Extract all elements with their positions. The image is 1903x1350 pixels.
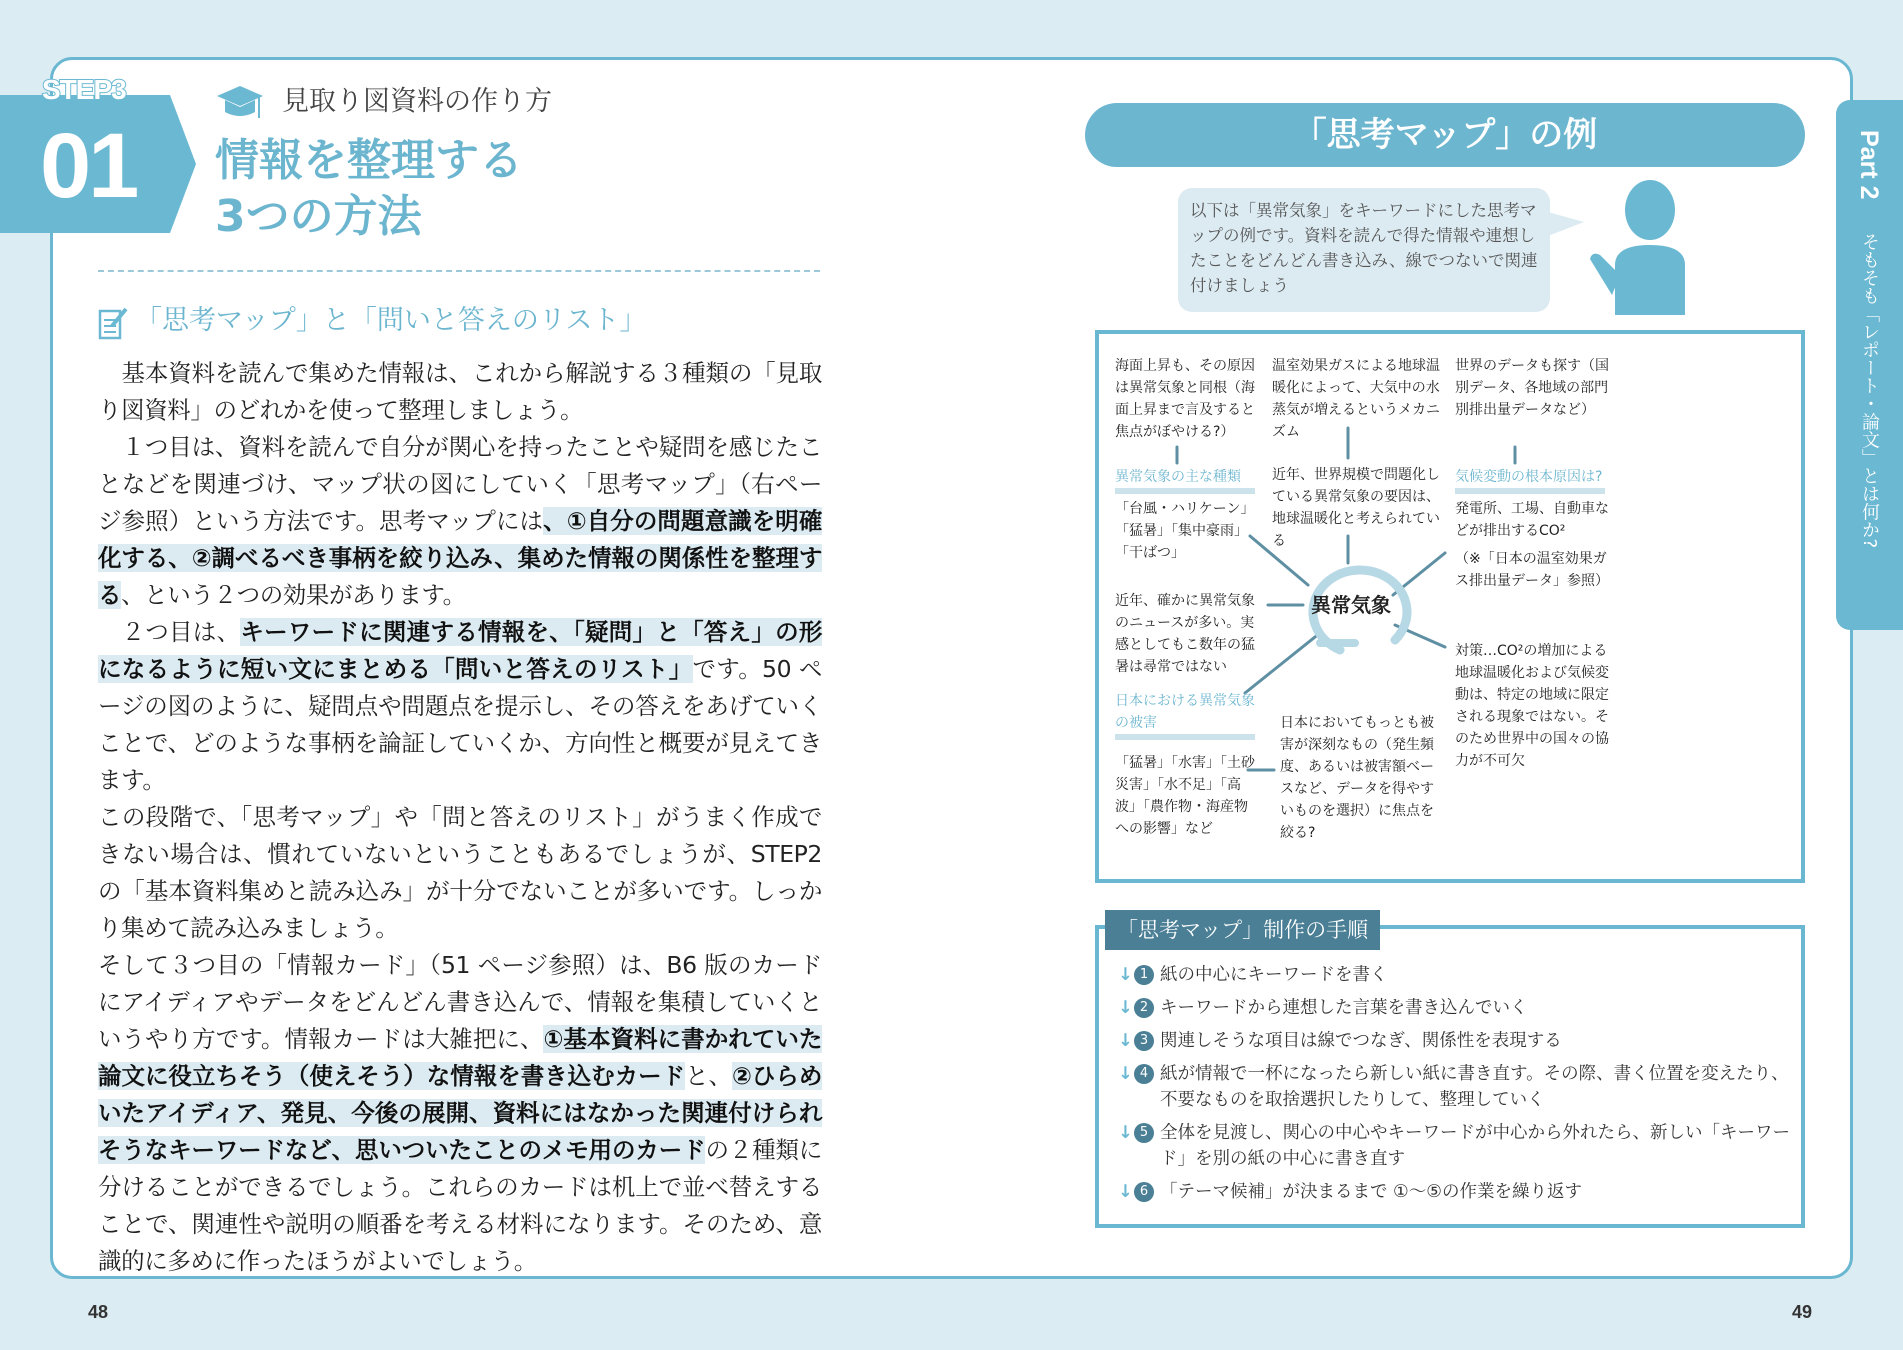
procedure-step xyxy=(1118,1028,1798,1054)
mind-map-center: 異常気象 xyxy=(1311,593,1391,617)
node-root-ref: （※「日本の温室効果ガス排出量データ」参照） xyxy=(1455,551,1609,589)
down-arrow-icon: ↓ xyxy=(1118,998,1133,1018)
step-text: 関連しそうな項目は線でつなぎ、関係性を表現する xyxy=(1160,1031,1562,1051)
step-text: キーワードから連想した言葉を書き込んでいく xyxy=(1160,998,1528,1018)
node-japan: 「猛暑」「水害」「土砂災害」「水不足」「高波」「農作物・海産物への影響」など xyxy=(1115,755,1255,837)
node-news: 近年、確かに異常気象のニュースが多い。実感としてもこ数年の猛暑は尋常ではない xyxy=(1115,593,1255,675)
part-side-tab xyxy=(1836,100,1903,630)
procedure-step xyxy=(1118,1120,1798,1172)
example-banner: 「思考マップ」の例 xyxy=(1085,103,1805,167)
step-number: 01 xyxy=(40,115,137,217)
title-line-1: 情報を整理する xyxy=(215,135,523,186)
text-span: です。50 ページの図のように、疑問点や問題点を提示し、その答えをあげていくことで、どのような事柄を論証していくか、方向性と概要が見えてきます。 xyxy=(98,655,822,794)
part-label: Part 2 xyxy=(1855,130,1883,200)
procedure-step xyxy=(1118,962,1798,988)
speech-bubble: 以下は「異常気象」をキーワードにした思考マップの例です。資料を読んで得た情報や連想したことをどんどん書き込み、線でつないで関連付けましょう xyxy=(1178,188,1550,312)
procedure-step xyxy=(1118,1061,1798,1113)
node-types: 「台風・ハリケーン」「猛暑」「集中豪雨」「干ばつ」 xyxy=(1115,501,1255,561)
step-text: 「テーマ候補」が決まるまで ①〜⑤の作業を繰り返す xyxy=(1160,1182,1582,1202)
title-line-2: 3つの方法 xyxy=(215,191,422,242)
node-mechanism: 温室効果ガスによる地球温暖化によって、大気中の水蒸気が増えるというメカニズム xyxy=(1272,358,1440,440)
step-label: STEP3 xyxy=(42,74,126,105)
step-text: 紙の中心にキーワードを書く xyxy=(1160,965,1388,985)
procedure-step xyxy=(1118,1179,1798,1205)
category-types: 異常気象の主な種類 xyxy=(1115,466,1255,494)
step-badge: 3 xyxy=(1134,1031,1154,1051)
text-span: ２つ目は、 xyxy=(121,618,241,646)
step-text: 全体を見渡し、関心の中心やキーワードが中心から外れたら、新しい「キーワード」を別の紙の中心に書き直す xyxy=(1160,1123,1790,1169)
node-root-cause: 発電所、工場、自動車などが排出するCO² xyxy=(1455,501,1609,539)
text-span: そして３つ目の「情報カード」（51 ページ参照）は、B6 版のカードにアイディアやデータをどんどん書き込んで、情報を集積していくというやり方です。情報カードは大雑把に、 xyxy=(98,951,822,1053)
down-arrow-icon: ↓ xyxy=(1118,1064,1133,1084)
down-arrow-icon: ↓ xyxy=(1118,1031,1133,1051)
step-badge: 2 xyxy=(1134,998,1154,1018)
part-subtitle: そもそも「レポート・論文」とは何か? xyxy=(1859,232,1880,549)
text-span: この段階で、「思考マップ」や「問と答えのリスト」がうまく作成できない場合は、慣れていないということもあるでしょうが、STEP2 の「基本資料集めと読み込み」が十分でないことが多いです。しっかり集めて読み込みましょう。 xyxy=(98,803,822,942)
category-root-cause: 気候変動の根本原因は? xyxy=(1455,466,1605,494)
down-arrow-icon: ↓ xyxy=(1118,1182,1133,1202)
step-badge: 1 xyxy=(1134,965,1154,985)
procedure-step xyxy=(1118,995,1798,1021)
step-badge: 5 xyxy=(1134,1123,1154,1143)
node-world-data: 世界のデータも探す（国別データ、各地域の部門別排出量データなど） xyxy=(1455,358,1609,418)
page-number-right: 49 xyxy=(1792,1302,1813,1322)
text-span: 基本資料を読んで集めた情報は、これから解説する３種類の「見取り図資料」のどれかを使って整理しましょう。 xyxy=(98,359,822,424)
down-arrow-icon: ↓ xyxy=(1118,965,1133,985)
page-number-left: 48 xyxy=(88,1302,109,1322)
highlighted-text: 、①自分の問題意識を明確化する、②調べるべき事柄を絞り込み、集めた情報の関係性を整理する xyxy=(98,507,822,609)
section-heading: 「思考マップ」と「問いと答えのリスト」 xyxy=(135,305,647,336)
down-arrow-icon: ↓ xyxy=(1118,1123,1133,1143)
chapter-subtitle: 見取り図資料の作り方 xyxy=(282,86,552,117)
highlighted-text: キーワードに関連する情報を、「疑問」と「答え」の形になるように短い文にまとめる「問いと答えのリスト」 xyxy=(98,618,823,683)
procedure-list xyxy=(1118,962,1798,1212)
procedure-title: 「思考マップ」制作の手順 xyxy=(1105,910,1380,950)
category-japan: 日本における異常気象の被害 xyxy=(1115,690,1255,740)
step-badge: 4 xyxy=(1134,1064,1154,1084)
node-measures: 対策…CO²の増加による地球温暖化および気候変動は、特定の地域に限定される現象ではない。そのため世界中の国々の協力が不可欠 xyxy=(1455,643,1609,769)
highlighted-text: ②ひらめいたアイディア、発見、今後の展開、資料にはなかった関連付けられそうなキーワードなど、思いついたことのメモ用のカード xyxy=(98,1062,822,1164)
node-cause: 近年、世界規模で問題化している異常気象の要因は、地球温暖化と考えられている xyxy=(1272,467,1440,549)
node-focus: 日本においてもっとも被害が深刻なもの（発生頻度、あるいは被害額ベースなど、データを得やすいものを選択）に焦点を絞る? xyxy=(1280,715,1434,841)
node-sea-level: 海面上昇も、その原因は異常気象と同根（海面上昇まで言及すると焦点がぼやける?） xyxy=(1115,358,1255,440)
text-span: と、 xyxy=(685,1062,733,1090)
text-span: １つ目は、資料を読んで自分が関心を持ったことや疑問を感じたことなどを関連づけ、マップ状の図にしていく「思考マップ」（右ページ参照）という方法です。思考マップには xyxy=(98,433,822,535)
step-text: 紙が情報で一杯になったら新しい紙に書き直す。その際、書く位置を変えたり、不要なものを取捨選択したりして、整理していく xyxy=(1160,1064,1789,1110)
step-badge: 6 xyxy=(1134,1182,1154,1202)
highlighted-text: ①基本資料に書かれていた論文に役立ちそう（使えそう）な情報を書き込むカード xyxy=(98,1025,822,1090)
text-span: 、という２つの効果があります。 xyxy=(121,581,466,609)
text-span: の２種類に分けることができるでしょう。これらのカードは机上で並べ替えすることで、関連性や説明の順番を考える材料になります。そのため、意識的に多めに作ったほうがよいでしょう。 xyxy=(98,1136,823,1275)
